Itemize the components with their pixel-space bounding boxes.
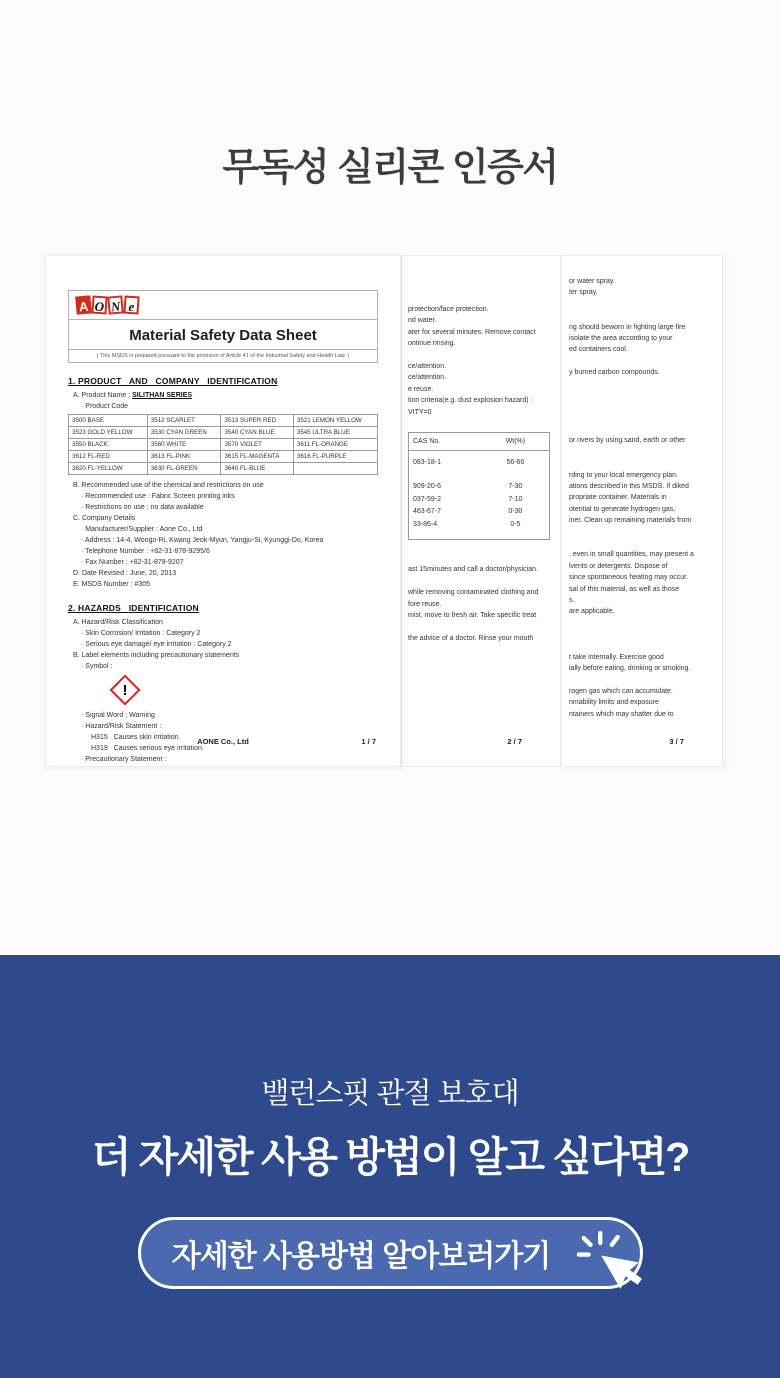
doc-text-line: · Restrictions on use : no data available <box>81 504 204 511</box>
doc-text-line <box>569 629 716 640</box>
wt-percent-cell: 0-5 <box>510 520 521 528</box>
ghs-exclamation-icon <box>109 674 140 705</box>
logo-letter: O <box>91 295 107 314</box>
wt-col-header: Wt(%) <box>505 437 526 445</box>
product-code-row <box>69 415 378 427</box>
product-code-cell: 3611 FL-ORANGE <box>293 439 377 451</box>
logo-letter: A <box>75 295 92 314</box>
product-code-cell: 3615 FL-MAGENTA <box>221 451 293 463</box>
doc-text-line <box>569 675 716 686</box>
click-cursor-icon <box>576 1230 638 1312</box>
doc-text-line: H319 Causes serious eye irritation. <box>91 745 204 752</box>
doc-text-line: ast 15minutes and call a doctor/physician. <box>408 566 538 574</box>
product-code-cell: 3570 VIOLET <box>221 439 293 451</box>
doc-text-line: A. Hazard/Risk Classification <box>73 619 163 626</box>
doc-text-line <box>569 458 716 469</box>
doc-text-line: fore reuse. <box>408 600 442 608</box>
doc-text-line: VITY=0 <box>408 408 432 416</box>
doc-text-line: lvents or detergents. Dispose of <box>569 562 668 570</box>
doc-text-line: mist, move to fresh air. Take specific treat <box>408 611 537 619</box>
page-number: 2 / 7 <box>507 737 522 746</box>
doc-text-line: sal of this material, as well as those <box>569 585 680 593</box>
doc-text-line: s. <box>569 596 575 604</box>
doc-text-line: otential to generate hydrogen gas. <box>569 505 676 513</box>
cas-number-cell: 33-86-4 <box>413 520 438 528</box>
cta-headline: 더 자세한 사용 방법이 알고 싶다면? <box>91 1134 689 1180</box>
doc-text-line: · Manufacturer/Supplier : Aone Co., Ltd <box>81 526 203 533</box>
msds-page-1 <box>45 255 401 767</box>
doc-text-line: ng should beworn in fighting large fire <box>569 323 686 331</box>
doc-text-line <box>569 424 716 435</box>
cas-number-cell: 083-18-1 <box>413 458 442 466</box>
doc-text-line: · Signal Word : Warning <box>81 712 155 719</box>
wt-percent-cell: 56-60 <box>506 458 525 466</box>
product-code-cell: 3523 GOLD YELLOW <box>69 427 148 439</box>
product-code-cell: 3560 WHITE <box>147 439 221 451</box>
cas-table-row <box>409 519 549 532</box>
footer-company: AONE Co., Ltd <box>197 737 249 746</box>
msds-doc-title: Material Safety Data Sheet <box>129 327 317 344</box>
doc-text-line: · Hazard/Risk Statement : <box>81 723 162 730</box>
msds-doc-subtitle: ( This MSDS is prepared pursuant to the provision of Article 41 of the Industrial Safety and Health Law. ) <box>69 349 377 362</box>
doc-text-line: ed containers cool. <box>569 346 628 354</box>
doc-text-line: ce/attention. <box>408 362 447 370</box>
product-code-cell: 3550 BLACK <box>69 439 148 451</box>
doc-text-line: B. Label elements including precautionary statements <box>73 652 240 659</box>
doc-text-line <box>569 447 716 458</box>
doc-text-line: · Serious eye damage/ eye irritation : Category 2 <box>81 641 232 648</box>
logo-letter: e <box>123 295 139 314</box>
cas-number-cell: 037-59-2 <box>413 495 442 503</box>
doc-text-line: · Skin Corrosion/ Irritation : Category 2 <box>81 630 201 637</box>
doc-text-line: are applicable. <box>569 608 615 616</box>
cas-table-header <box>409 433 549 451</box>
doc-text-line <box>569 299 716 310</box>
cas-composition-table <box>408 432 550 541</box>
doc-text-line: · Telephone Number : +82-31-878-9295/6 <box>81 548 210 555</box>
doc-text-line <box>569 641 716 652</box>
cas-table-row <box>409 481 549 494</box>
cas-number-cell: 909-20-6 <box>413 483 442 491</box>
doc-text-line: isolate the area according to your <box>569 334 673 342</box>
doc-text-line <box>569 618 716 629</box>
product-code-label: · Product Code <box>81 403 129 410</box>
doc-text-line: or water spray. <box>569 278 615 285</box>
page-title: 무독성 실리콘 인증서 <box>222 147 558 189</box>
wt-percent-cell: 7-10 <box>508 495 523 503</box>
doc-text-line: the advice of a doctor. Rinse your mouth <box>408 634 534 642</box>
product-code-table <box>68 414 378 475</box>
doc-text-line <box>408 350 554 361</box>
doc-text-line: · Recommended use : Fabric Screen printing inks <box>81 493 235 500</box>
product-code-cell: 3530 CYAN GREEN <box>147 427 221 439</box>
doc-text-line: e reuse. <box>408 385 434 393</box>
msds-page-2 <box>401 255 561 767</box>
doc-text-line: · Address : 14-4, Woogo-Ri, Kwang Jeok-Myun, Yangju-Si, Kyunggi-Do, Korea <box>81 537 324 544</box>
product-code-cell: 3630 FL-GREEN <box>147 463 221 475</box>
wt-percent-cell: 7-30 <box>508 483 523 491</box>
doc-text-line <box>408 621 554 632</box>
wt-percent-cell: 0-30 <box>508 508 523 516</box>
product-code-cell: 3500 BASE <box>69 415 148 427</box>
doc-text-line <box>569 527 716 538</box>
cta-button-label: 자세한 사용방법 알아보러가기 <box>171 1240 551 1273</box>
msds-page3-text <box>569 276 716 720</box>
doc-text-line: y burned carbon compounds. <box>569 369 660 377</box>
product-code-cell: 3545 ULTRA BLUE <box>293 427 377 439</box>
doc-text-line: H315 Causes skin irritation. <box>91 734 181 741</box>
section2-heading: 2. HAZARDS IDENTIFICATION <box>68 603 199 613</box>
doc-text-line: ater for several minutes. Remove contact <box>408 328 536 336</box>
doc-text-line: E. MSDS Number : #305 <box>73 581 151 588</box>
msds-document-stack <box>45 255 723 767</box>
doc-text-line: ially before eating, drinking or smoking. <box>569 665 691 673</box>
product-code-cell: 3521 LEMON YELLOW <box>293 415 377 427</box>
cta-button[interactable] <box>138 1217 643 1289</box>
doc-text-line: or rivers by using sand, earth or other <box>569 437 686 445</box>
doc-text-line <box>408 576 554 587</box>
doc-text-line: ter spray. <box>569 289 598 297</box>
doc-text-line: D. Date Revised : June, 20, 2013 <box>73 570 177 577</box>
page-number: 1 / 7 <box>361 737 376 746</box>
logo-letter: N <box>107 295 124 314</box>
cas-table-row <box>409 457 549 470</box>
doc-text-line: iner. Clean up remaining materials from <box>569 517 692 525</box>
page-number: 3 / 7 <box>669 737 684 746</box>
hazard-lines <box>68 617 378 672</box>
doc-text-line: propriate container. Materials in <box>569 494 667 502</box>
product-name-line <box>68 390 378 401</box>
doc-text-line: ations described in this MSDS. If diked <box>569 483 689 491</box>
product-code-cell: 3620 FL-YELLOW <box>69 463 148 475</box>
doc-text-line: nd water. <box>408 317 437 325</box>
product-code-row <box>69 451 378 463</box>
doc-text-line: · Symbol : <box>81 663 113 670</box>
cas-col-header: CAS No. <box>413 437 441 445</box>
product-name-label: A. Product Name : <box>73 392 133 399</box>
doc-text-line: C. Company Details <box>73 515 136 522</box>
cas-table-rows <box>409 451 549 540</box>
product-code-row <box>69 463 378 475</box>
cas-number-cell: 463-67-7 <box>413 508 442 516</box>
doc-text-line: since spontaneous heating may occur. <box>569 574 689 582</box>
cas-table-row <box>409 494 549 507</box>
cta-section <box>0 955 780 1378</box>
product-code-cell: 3612 FL-RED <box>69 451 148 463</box>
doc-text-line: ntainers which may shatter due to <box>569 710 674 718</box>
page1-footer <box>68 737 378 746</box>
cta-subtitle: 밸런스핏 관절 보호대 <box>261 1078 519 1110</box>
company-identification-lines <box>68 480 378 590</box>
doc-text-line: · Precautionary Statement : <box>81 756 167 763</box>
doc-text-line <box>569 413 716 424</box>
doc-text-line: B. Recommended use of the chemical and restrictions on use <box>73 482 264 489</box>
doc-text-line <box>569 390 716 401</box>
cas-table-row <box>409 506 549 519</box>
msds-page-3 <box>561 255 723 767</box>
doc-text-line: , even in small quantities, may present a <box>569 551 694 559</box>
doc-text-line: nmability limits and exposure <box>569 699 659 707</box>
product-code-cell: 3616 FL-PURPLE <box>293 451 377 463</box>
doc-text-line: ontinue rinsing. <box>408 340 456 348</box>
section1-heading: 1. PRODUCT AND COMPANY IDENTIFICATION <box>68 376 278 386</box>
aone-logo <box>69 291 377 320</box>
msds-page2-text-bottom <box>408 564 554 644</box>
doc-text-line <box>569 401 716 412</box>
doc-text-line: t take internally. Exercise good <box>569 653 664 661</box>
product-code-row <box>69 439 378 451</box>
doc-text-line: protection/face protection. <box>408 306 489 313</box>
msds-page2-text-top <box>408 304 554 418</box>
msds-header-box <box>68 290 378 363</box>
doc-text-line <box>569 310 716 321</box>
doc-text-line <box>569 356 716 367</box>
product-code-cell: 3613 FL-PINK <box>147 451 221 463</box>
doc-text-line <box>569 538 716 549</box>
doc-text-line: tion criteria(e.g. dust explosion hazard) : <box>408 397 533 405</box>
product-code-cell <box>293 463 377 475</box>
doc-text-line: ce/attention. <box>408 374 447 382</box>
doc-text-line: · Fax Number : +82-31-878-9207 <box>81 559 184 566</box>
product-code-cell: 3512 SCARLET <box>147 415 221 427</box>
product-code-cell: 3640 FL-BLUE <box>221 463 293 475</box>
product-code-cell: 3513 SUPER RED <box>221 415 293 427</box>
product-name-value: SILITHAN SERIES <box>132 392 193 399</box>
doc-text-line: rogen gas which can accumulate. <box>569 688 673 696</box>
product-code-row <box>69 427 378 439</box>
product-code-cell: 3540 CYAN BLUE <box>221 427 293 439</box>
ghs-glyph: ! <box>122 681 128 699</box>
doc-text-line: while removing contaminated clothing and <box>408 589 539 597</box>
doc-text-line <box>569 379 716 390</box>
doc-text-line: rding to your local emergency plan. <box>569 471 678 479</box>
